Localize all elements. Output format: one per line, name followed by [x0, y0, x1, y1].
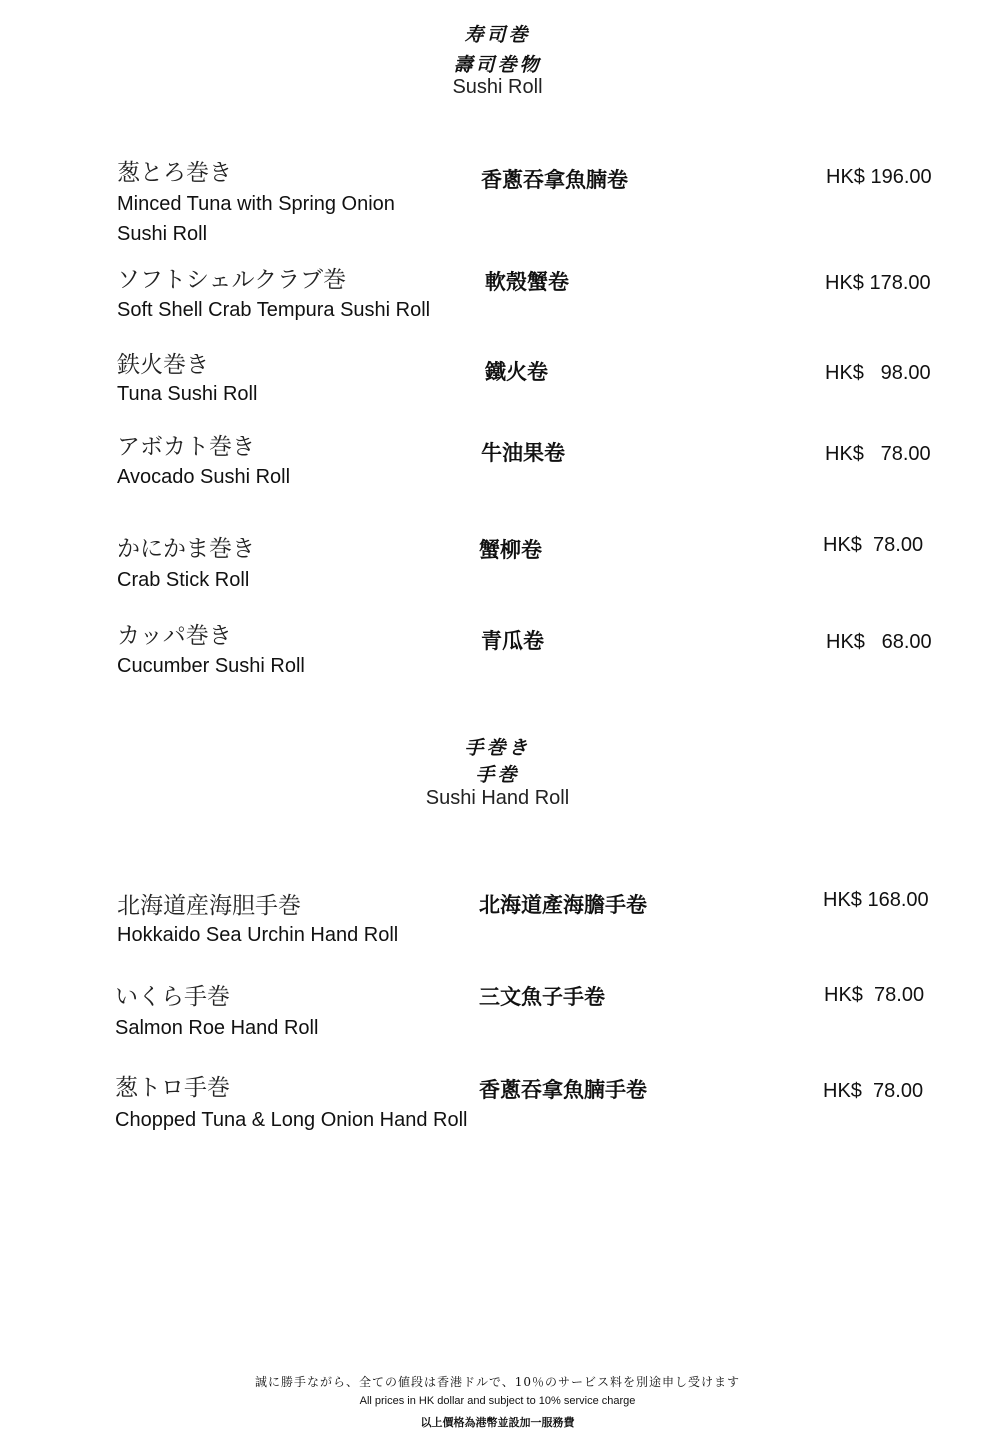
item-name-en-line2: Sushi Roll	[117, 223, 208, 245]
item-name-zh: 三文魚子手卷	[479, 985, 605, 1009]
item-name-jp: 鉄火巻き	[117, 352, 209, 378]
item-name-zh: 鐵火卷	[485, 360, 548, 384]
item-price: HK$ 78.00	[825, 443, 931, 465]
item-name-en: Minced Tuna with Spring Onion	[117, 193, 395, 215]
section-title-zh: 手巻	[475, 764, 520, 786]
item-name-jp: 北海道産海胆手巻	[117, 893, 301, 919]
footer-note-en: All prices in HK dollar and subject to 10% service charge	[359, 1395, 636, 1407]
item-name-jp: ソフトシェルクラブ巻	[117, 267, 347, 293]
item-name-jp: 葱とろ巻き	[117, 160, 232, 186]
item-price: HK$ 78.00	[823, 534, 924, 556]
item-price: HK$ 78.00	[824, 984, 925, 1006]
section-title-en: Sushi Roll	[452, 76, 543, 98]
item-name-zh: 青瓜卷	[481, 629, 544, 653]
item-name-jp: カッパ巻き	[117, 623, 232, 649]
footer-note-zh: 以上價格為港幣並設加一服務費	[420, 1416, 575, 1429]
item-name-jp: かにかま巻き	[117, 536, 255, 562]
item-name-en: Soft Shell Crab Tempura Sushi Roll	[117, 299, 431, 321]
item-name-jp: 葱トロ手巻	[115, 1075, 230, 1101]
item-price: HK$ 78.00	[823, 1080, 924, 1102]
item-name-en: Crab Stick Roll	[117, 569, 250, 591]
item-price: HK$ 68.00	[826, 631, 932, 653]
item-name-zh: 香蔥吞拿魚腩卷	[481, 168, 628, 192]
item-name-en: Chopped Tuna & Long Onion Hand Roll	[115, 1109, 468, 1131]
item-name-jp: アボカト巻き	[117, 434, 255, 460]
item-name-en: Hokkaido Sea Urchin Hand Roll	[117, 924, 399, 946]
footer-note-jp: 誠に勝手ながら、全ての値段は香港ドルで、10％のサービス料を別途申し受けます	[254, 1375, 741, 1389]
item-price: HK$ 98.00	[825, 362, 931, 384]
item-name-zh: 牛油果卷	[481, 441, 565, 465]
item-price: HK$ 178.00	[825, 272, 931, 294]
item-price: HK$ 168.00	[823, 889, 929, 911]
item-name-en: Tuna Sushi Roll	[117, 383, 258, 405]
section-title-jp: 手巻き	[464, 737, 531, 759]
section-title-zh: 壽司巻物	[453, 54, 542, 76]
item-name-zh: 香蔥吞拿魚腩手卷	[479, 1078, 647, 1102]
section-title-jp: 寿司巻	[464, 24, 531, 46]
item-name-zh: 軟殼蟹卷	[485, 270, 569, 294]
item-name-en: Cucumber Sushi Roll	[117, 655, 305, 677]
item-name-jp: いくら手巻	[115, 984, 230, 1010]
item-name-en: Salmon Roe Hand Roll	[115, 1017, 319, 1039]
item-name-en: Avocado Sushi Roll	[117, 466, 291, 488]
item-name-zh: 蟹柳卷	[479, 538, 542, 562]
item-name-zh: 北海道產海膽手卷	[479, 893, 647, 917]
item-price: HK$ 196.00	[826, 166, 932, 188]
section-title-en: Sushi Hand Roll	[425, 787, 570, 809]
